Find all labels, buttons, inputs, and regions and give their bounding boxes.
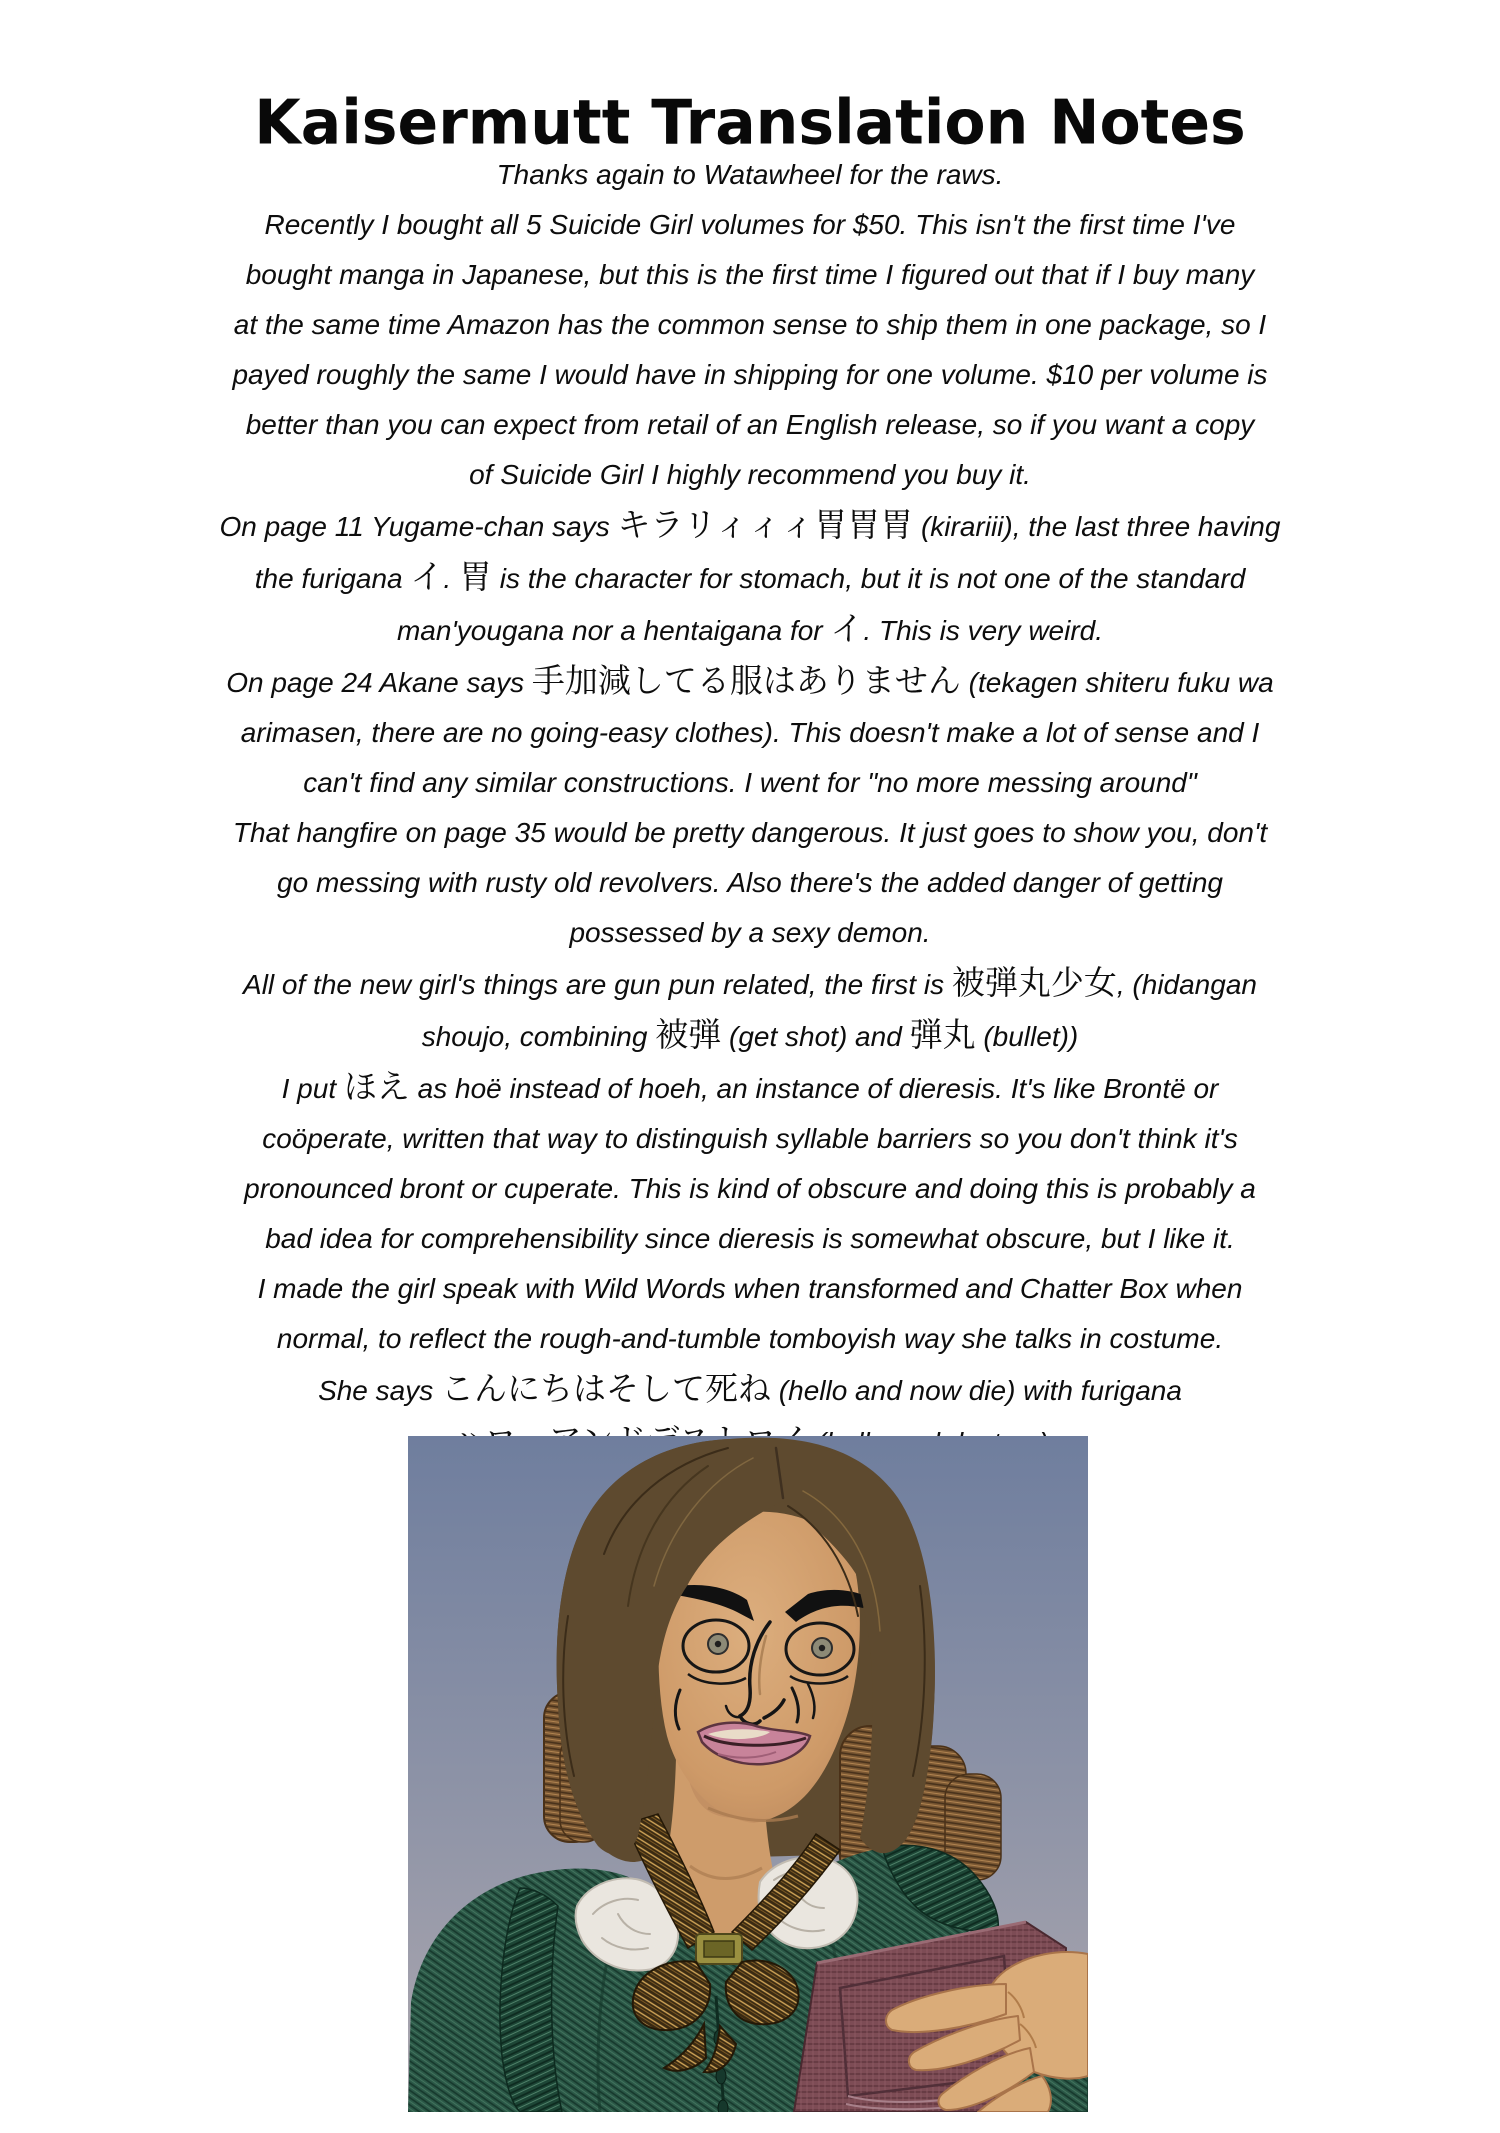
note-line: bought manga in Japanese, but this is the first time I figured out that if I buy many	[245, 259, 1255, 290]
portrait-image	[408, 1436, 1088, 2112]
note-line: payed roughly the same I would have in shipping for one volume. $10 per volume is	[232, 359, 1268, 390]
page-title: Kaisermutt Translation Notes	[254, 87, 1246, 159]
note-line: possessed by a sexy demon.	[569, 917, 931, 948]
note-line: I made the girl speak with Wild Words when transformed and Chatter Box when	[257, 1273, 1243, 1304]
note-line: shoujo, combining 被弾 (get shot) and 弾丸 (bullet))	[421, 1015, 1079, 1054]
note-line: bad idea for comprehensibility since dieresis is somewhat obscure, but I like it.	[265, 1223, 1235, 1254]
note-line: the furigana イ. 胃 is the character for stomach, but it is not one of the standard	[254, 557, 1246, 596]
note-line: On page 24 Akane says 手加減してる服はありません (tekagen shiteru fuku wa	[226, 661, 1274, 700]
note-line: at the same time Amazon has the common sense to ship them in one package, so I	[233, 309, 1267, 340]
note-line: can't find any similar constructions. I went for "no more messing around"	[303, 767, 1197, 798]
notes-text-block	[50, 150, 1450, 1468]
note-line: man'yougana nor a hentaigana for イ. This is very weird.	[396, 609, 1104, 648]
note-line: Thanks again to Watawheel for the raws.	[496, 159, 1004, 190]
scarf-buckle	[696, 1934, 742, 1964]
note-line: I put ほえ as hoë instead of hoeh, an instance of dieresis. It's like Brontë or	[281, 1067, 1219, 1106]
note-line: Recently I bought all 5 Suicide Girl volumes for $50. This isn't the first time I've	[264, 209, 1236, 240]
note-line: arimasen, there are no going-easy clothes). This doesn't make a lot of sense and I	[240, 717, 1260, 748]
note-line: of Suicide Girl I highly recommend you buy it.	[469, 459, 1031, 490]
note-line: coöperate, written that way to distinguish syllable barriers so you don't think it's	[262, 1123, 1238, 1154]
note-line: She says こんにちはそして死ね (hello and now die) with furigana	[318, 1369, 1182, 1408]
note-line: That hangfire on page 35 would be pretty dangerous. It just goes to show you, don't	[232, 817, 1268, 848]
note-line: go messing with rusty old revolvers. Also there's the added danger of getting	[277, 867, 1223, 898]
note-line: All of the new girl's things are gun pun related, the first is 被弾丸少女, (hidangan	[243, 963, 1257, 1002]
note-line: pronounced bront or cuperate. This is kind of obscure and doing this is probably a	[244, 1173, 1256, 1204]
note-line: normal, to reflect the rough-and-tumble tomboyish way she talks in costume.	[276, 1323, 1224, 1354]
note-line: On page 11 Yugame-chan says キラリィィィ胃胃胃 (kirariii), the last three having	[219, 505, 1281, 544]
note-line: better than you can expect from retail of an English release, so if you want a copy	[245, 409, 1255, 440]
